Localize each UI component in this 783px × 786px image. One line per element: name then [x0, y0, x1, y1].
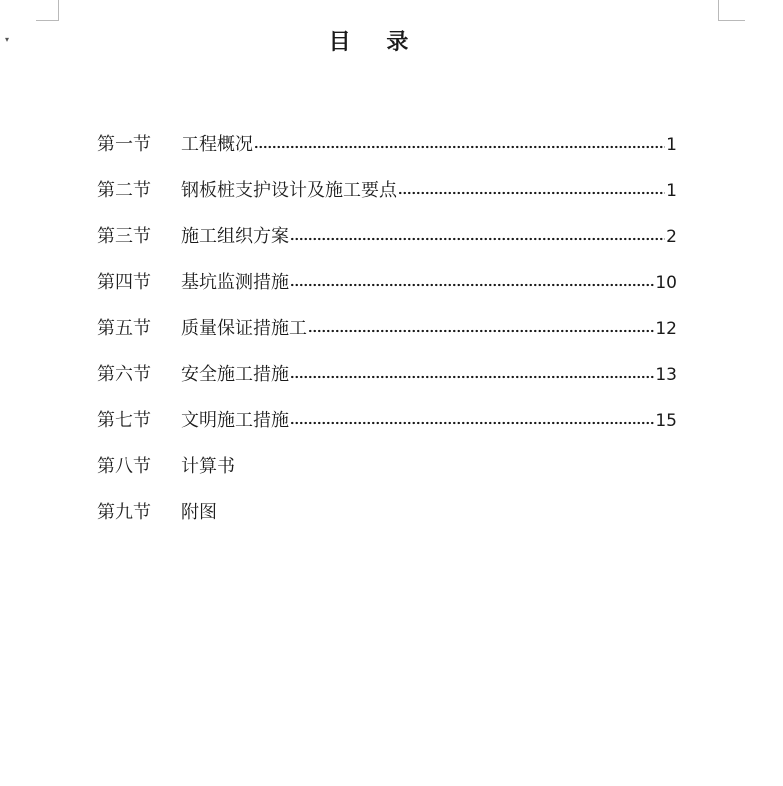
toc-dot-leader	[308, 329, 654, 333]
toc-entry[interactable]	[97, 260, 677, 306]
toc-entry-title: 钢板桩支护设计及施工要点	[181, 180, 397, 201]
toc-entry-title: 附图	[181, 502, 217, 523]
toc-section-number: 第二节	[97, 180, 151, 201]
toc-dot-leader	[290, 375, 654, 379]
toc-entry[interactable]	[97, 490, 677, 536]
toc-entry-title: 施工组织方案	[181, 226, 289, 247]
toc-page-number: 1	[666, 181, 677, 201]
page-corner-mark-right	[718, 0, 745, 21]
toc-dot-leader	[290, 237, 665, 241]
toc-section-number: 第七节	[97, 410, 151, 431]
toc-page-number: 13	[655, 365, 677, 385]
toc-entry-title: 质量保证措施工	[181, 318, 307, 339]
toc-entry[interactable]	[97, 214, 677, 260]
toc-dot-leader	[398, 191, 665, 195]
toc-dot-leader	[290, 283, 654, 287]
toc-dot-leader	[290, 421, 654, 425]
toc-entry-title: 工程概况	[181, 134, 253, 155]
toc-entry-title: 计算书	[181, 456, 235, 477]
toc-entry[interactable]	[97, 122, 677, 168]
toc-section-number: 第八节	[97, 456, 151, 477]
toc-section-number: 第三节	[97, 226, 151, 247]
toc-entry[interactable]	[97, 352, 677, 398]
toc-dot-leader	[254, 145, 665, 149]
toc-section-number: 第五节	[97, 318, 151, 339]
toc-section-number: 第九节	[97, 502, 151, 523]
toc-entry[interactable]	[97, 168, 677, 214]
table-of-contents	[97, 122, 677, 536]
toc-page-number: 10	[655, 273, 677, 293]
toc-entry[interactable]	[97, 398, 677, 444]
toc-page-number: 2	[666, 227, 677, 247]
toc-section-number: 第一节	[97, 134, 151, 155]
toc-entry[interactable]	[97, 306, 677, 352]
toc-page-number: 1	[666, 135, 677, 155]
page-title: 目 录	[328, 29, 423, 55]
collapse-arrow-icon[interactable]: ▾	[5, 35, 10, 44]
toc-page-number: 15	[655, 411, 677, 431]
toc-section-number: 第四节	[97, 272, 151, 293]
toc-entry-title: 基坑监测措施	[181, 272, 289, 293]
toc-entry-title: 安全施工措施	[181, 364, 289, 385]
toc-entry[interactable]	[97, 444, 677, 490]
toc-page-number: 12	[655, 319, 677, 339]
toc-entry-title: 文明施工措施	[181, 410, 289, 431]
toc-section-number: 第六节	[97, 364, 151, 385]
page-corner-mark-left	[36, 0, 59, 21]
